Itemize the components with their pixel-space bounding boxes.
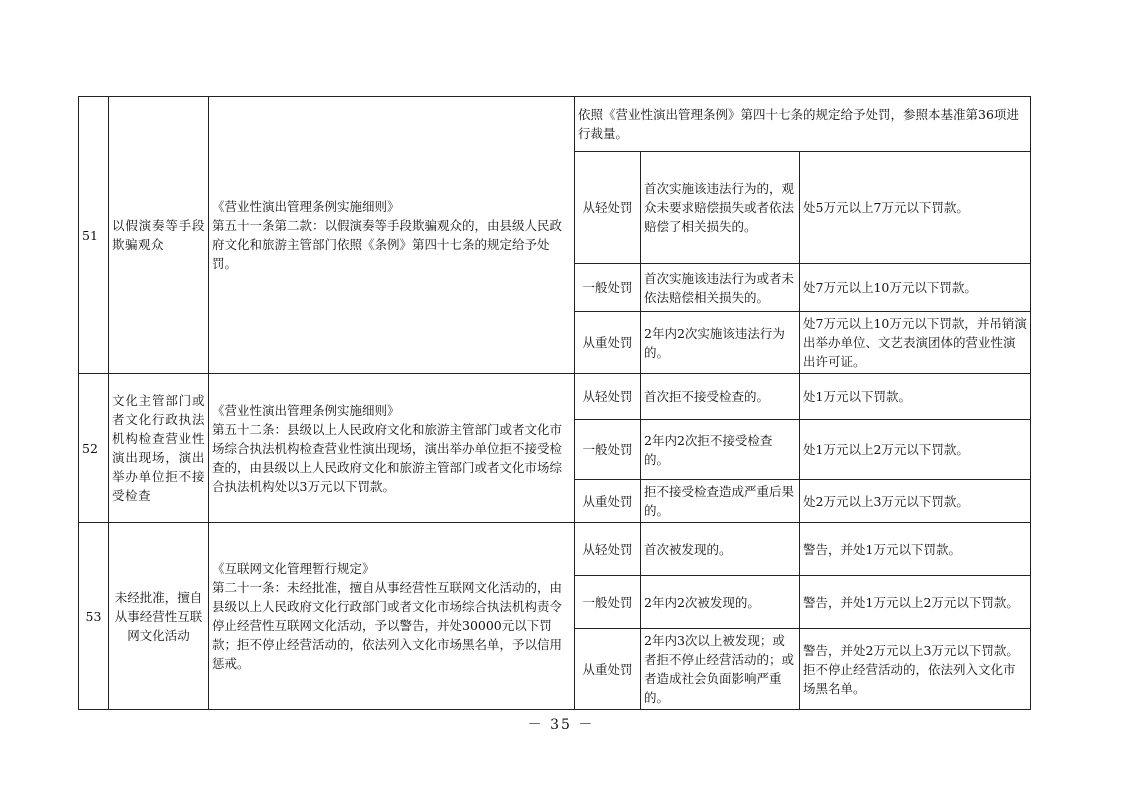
penalty: 警告，并处1万元以上2万元以下罚款。 <box>800 576 1031 629</box>
circumstance: 首次实施该违法行为或者未依法赔偿相关损失的。 <box>641 264 800 312</box>
item-number: 52 <box>79 374 109 523</box>
penalty-level: 从轻处罚 <box>575 374 641 420</box>
penalty-level: 一般处罚 <box>575 420 641 480</box>
penalty: 处2万元以上3万元以下罚款。 <box>800 480 1031 523</box>
table-row <box>79 523 1031 576</box>
penalty-level: 从轻处罚 <box>575 152 641 264</box>
table-row <box>79 374 1031 420</box>
penalty-level: 从重处罚 <box>575 312 641 374</box>
penalty: 警告，并处1万元以下罚款。 <box>800 523 1031 576</box>
penalty-level: 一般处罚 <box>575 264 641 312</box>
legal-basis-title: 《互联网文化管理暂行规定》 <box>212 561 375 576</box>
penalty-standard-table <box>78 96 1031 710</box>
legal-basis-text: 第五十二条：县级以上人民政府文化和旅游主管部门或者文化市场综合执法机构检查营业性演出现场，演出举办单位拒不接受检查的，由县级以上人民政府文化和旅游主管部门或者文化市场综合执法机构处以3万元以下罚款。 <box>212 421 563 494</box>
legal-basis-text: 第二十一条：未经批准，擅自从事经营性互联网文化活动的，由县级以上人民政府文化行政部门或者文化市场综合执法机构责令停止经营性互联网文化活动，予以警告，并处30000元以下罚款；拒不停止经营活动的，依法列入文化市场黑名单，予以信用惩戒。 <box>212 580 563 671</box>
violation-name: 未经批准，擅自从事经营性互联网文化活动 <box>109 523 209 710</box>
item-number: 51 <box>79 97 109 374</box>
penalty: 处1万元以下罚款。 <box>800 374 1031 420</box>
penalty: 处1万元以上2万元以下罚款。 <box>800 420 1031 480</box>
penalty: 处5万元以上7万元以下罚款。 <box>800 152 1031 264</box>
circumstance: 拒不接受检查造成严重后果的。 <box>641 480 800 523</box>
table-row <box>79 97 1031 152</box>
page-number: － 35 － <box>527 717 595 733</box>
circumstance: 2年内2次实施该违法行为的。 <box>641 312 800 374</box>
discretion-note: 依照《营业性演出管理条例》第四十七条的规定给予处罚，参照本基准第36项进行裁量。 <box>575 97 1031 152</box>
legal-basis <box>209 97 575 374</box>
penalty-level: 一般处罚 <box>575 576 641 629</box>
legal-basis-title: 《营业性演出管理条例实施细则》 <box>212 402 400 418</box>
legal-basis-title: 《营业性演出管理条例实施细则》 <box>212 199 400 214</box>
legal-basis-text: 第五十一条第二款：以假演奏等手段欺骗观众的，由县级人民政府文化和旅游主管部门依照《条例》第四十七条的规定给予处罚。 <box>212 218 563 271</box>
penalty-level: 从轻处罚 <box>575 523 641 576</box>
legal-basis <box>209 374 575 523</box>
penalty: 处7万元以上10万元以下罚款，并吊销演出举办单位、文艺表演团体的营业性演出许可证。 <box>800 312 1031 374</box>
penalty-level: 从重处罚 <box>575 480 641 523</box>
penalty: 处7万元以上10万元以下罚款。 <box>800 264 1031 312</box>
circumstance: 2年内2次被发现的。 <box>641 576 800 629</box>
penalty: 警告，并处2万元以上3万元以下罚款。拒不停止经营活动的，依法列入文化市场黑名单。 <box>800 629 1031 710</box>
circumstance: 2年内2次拒不接受检查的。 <box>641 420 800 480</box>
violation-name: 以假演奏等手段欺骗观众 <box>109 97 209 374</box>
circumstance: 2年内3次以上被发现；或者拒不停止经营活动的；或者造成社会负面影响严重的。 <box>641 629 800 710</box>
item-number: 53 <box>79 523 109 710</box>
circumstance: 首次被发现的。 <box>641 523 800 576</box>
circumstance: 首次实施该违法行为的，观众未要求赔偿损失或者依法赔偿了相关损失的。 <box>641 152 800 264</box>
violation-name: 文化主管部门或者文化行政执法机构检查营业性演出现场，演出举办单位拒不接受检查 <box>109 374 209 523</box>
penalty-level: 从重处罚 <box>575 629 641 710</box>
circumstance: 首次拒不接受检查的。 <box>641 374 800 420</box>
legal-basis <box>209 523 575 710</box>
